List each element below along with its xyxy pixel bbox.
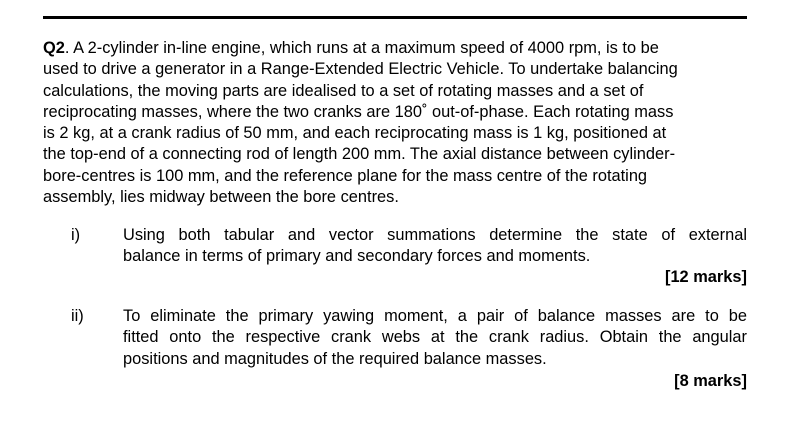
question-text [43,38,743,208]
part-text [123,306,747,370]
marks-label: [12 marks] [664,268,747,286]
marks-label: [8 marks] [674,372,747,390]
question-line-text: . A 2-cylinder in-line engine, which runs at a maximum speed of 4000 rpm, is to be [64,39,659,57]
part-line: balance in terms of primary and secondary forces and moments. [123,247,591,266]
question-line: reciprocating masses, where the two cranks are 180˚ out-of-phase. Each rotating mass [43,102,674,121]
question-line [43,38,743,59]
part-line: Using both tabular and vector summations determine the state of external [123,226,747,244]
part-label: i) [71,226,81,244]
question-line: calculations, the moving parts are idealised to a set of rotating masses and a set of [43,81,644,100]
question-part-i [43,225,747,295]
part-text [123,225,747,268]
question-line: the top-end of a connecting rod of length 200 mm. The axial distance between cylinder- [43,145,676,164]
question-part-ii [43,306,747,396]
question-line: used to drive a generator in a Range-Extended Electric Vehicle. To undertake balancing [43,60,678,79]
part-line: positions and magnitudes of the required balance masses. [123,349,547,368]
part-line: fitted onto the respective crank webs at the crank radius. Obtain the angular [123,328,747,347]
question-line: assembly, lies midway between the bore centres. [43,188,399,207]
top-divider [43,16,747,19]
part-line: To eliminate the primary yawing moment, a pair of balance masses are to be [123,307,747,325]
part-label: ii) [71,307,84,325]
question-number: Q2 [43,39,65,57]
question-line: bore-centres is 100 mm, and the reference plane for the mass centre of the rotating [43,166,648,185]
question-line: is 2 kg, at a crank radius of 50 mm, and each reciprocating mass is 1 kg, positioned at [43,124,667,143]
